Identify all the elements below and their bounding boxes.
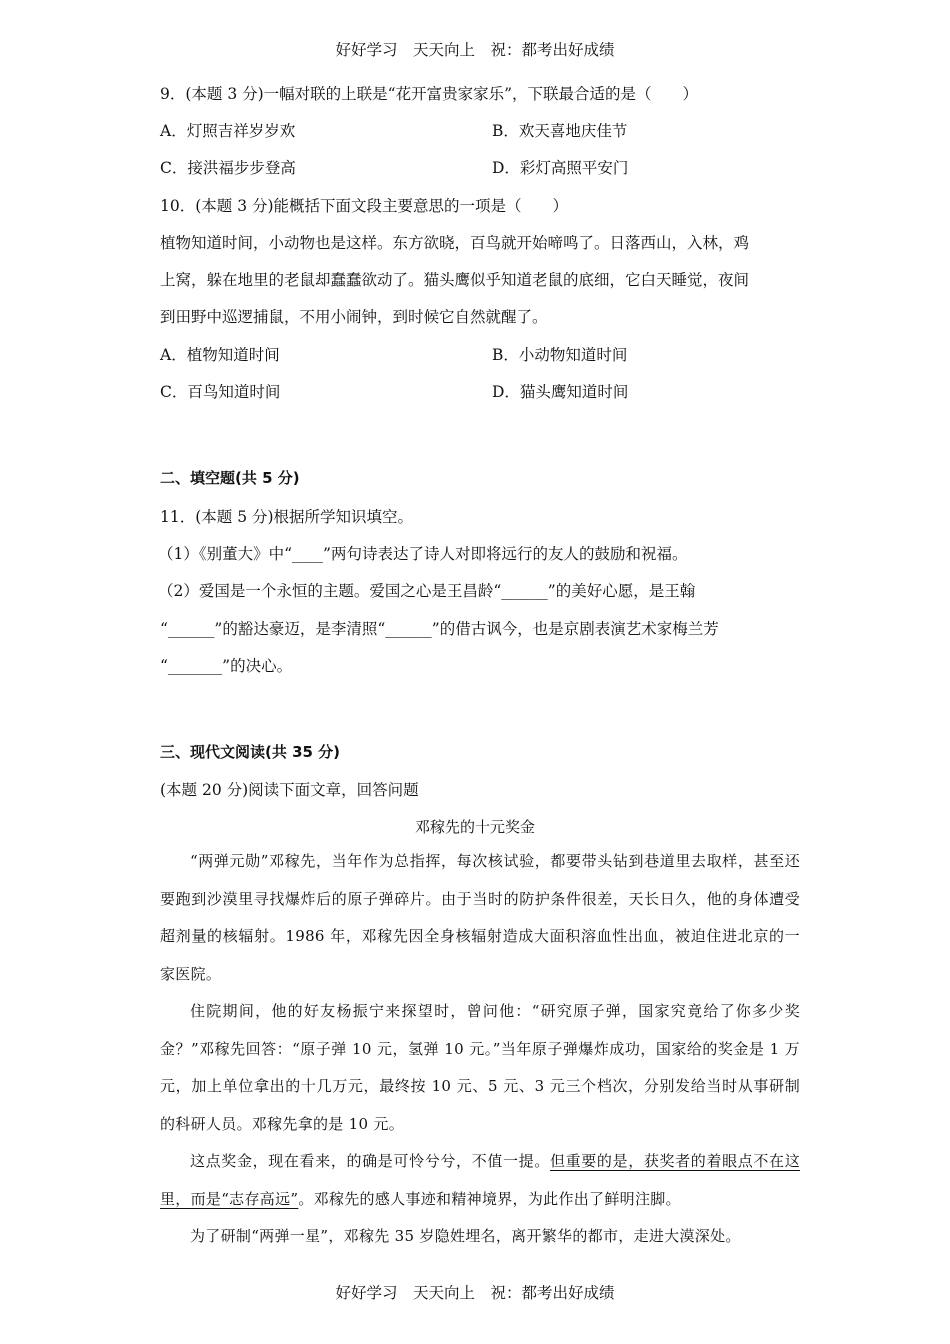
q10-stem: 10．(本题 3 分)能概括下面文段主要意思的一项是（ ） (160, 197, 569, 215)
page-footer: 好好学习 天天向上 祝：都考出好成绩 (335, 1284, 615, 1302)
q10-option-a: A．植物知道时间 (160, 346, 280, 364)
article-paragraph (160, 1143, 800, 1218)
article-body (160, 843, 800, 1256)
article-paragraph: “两弹元勋”邓稼先，当年作为总指挥，每次核试验，都要带头钻到巷道里去取样，甚至还要跑到沙漠里寻找爆炸后的原子弹碎片。由于当时的防护条件很差，天长日久，他的身体遭受超剂量的核辐射。1986 年，邓稼先因全身核辐射造成大面积溶血性出血，被迫住进北京的一家医院。 (160, 852, 800, 983)
q9-option-c: C．接洪福步步登高 (160, 159, 296, 177)
q9-option-b: B．欢天喜地庆佳节 (492, 122, 628, 140)
q11-sub2-line: “_______”的决心。 (160, 657, 293, 675)
q9-stem: 9．(本题 3 分)一幅对联的上联是“花开富贵家家乐”，下联最合适的是（ ） (160, 85, 699, 103)
page-header: 好好学习 天天向上 祝：都考出好成绩 (335, 41, 615, 59)
q10-option-c: C．百鸟知道时间 (160, 383, 281, 401)
q10-passage-line: 上窝，躲在地里的老鼠却蠢蠢欲动了。猫头鹰似乎知道老鼠的底细，它白天睡觉，夜间 (160, 271, 750, 289)
section2-title: 二、填空题(共 5 分) (160, 469, 300, 487)
article-title: 邓稼先的十元奖金 (414, 818, 535, 836)
article-paragraph: 住院期间，他的好友杨振宁来探望时，曾问他：“研究原子弹，国家究竟给了你多少奖金？”邓稼先回答：“原子弹 10 元，氢弹 10 元。”当年原子弹爆炸成功，国家给的奖金是 1 万元，加上单位拿出的十几万元，最终按 10 元、5 元、3 元三个档次，分别发给当时从事研制的科研人员。邓稼先拿的是 10 元。 (160, 1002, 800, 1133)
q11-sub2-line: （2）爱国是一个永恒的主题。爱国之心是王昌龄“______”的美好心愿，是王翰 (158, 582, 696, 600)
q9-option-d: D．彩灯高照平安门 (492, 159, 629, 177)
q10-passage-line: 到田野中巡逻捕鼠，不用小闹钟，到时候它自然就醒了。 (160, 308, 548, 326)
article-text: 这点奖金，现在看来，的确是可怜兮兮，不值一提。 (190, 1152, 550, 1170)
q9-option-a: A．灯照吉祥岁岁欢 (160, 122, 296, 140)
q10-passage-line: 植物知道时间，小动物也是这样。东方欲晓，百鸟就开始啼鸣了。日落西山，入林，鸡 (160, 234, 750, 252)
q10-option-d: D．猫头鹰知道时间 (492, 383, 629, 401)
q11-stem: 11．(本题 5 分)根据所学知识填空。 (160, 508, 414, 526)
q10-option-b: B．小动物知道时间 (492, 346, 628, 364)
article-paragraph: 为了研制“两弹一星”，邓稼先 35 岁隐姓埋名，离开繁华的都市，走进大漠深处。 (190, 1227, 741, 1245)
q11-sub2-line: “______”的豁达豪迈，是李清照“______”的借古讽今，也是京剧表演艺术家梅兰芳 (160, 620, 719, 638)
section3-title: 三、现代文阅读(共 35 分) (160, 743, 341, 761)
article-text: 。邓稼先的感人事迹和精神境界，为此作出了鲜明注脚。 (298, 1189, 681, 1208)
section3-intro: (本题 20 分)阅读下面文章，回答问题 (160, 781, 419, 799)
q11-sub1: （1）《别董大》中“____”两句诗表达了诗人对即将远行的友人的鼓励和祝福。 (158, 545, 688, 563)
underlined-sentence: 但重要的是，获奖者的着眼点不在这里，而是“志存高远” (160, 1152, 800, 1208)
